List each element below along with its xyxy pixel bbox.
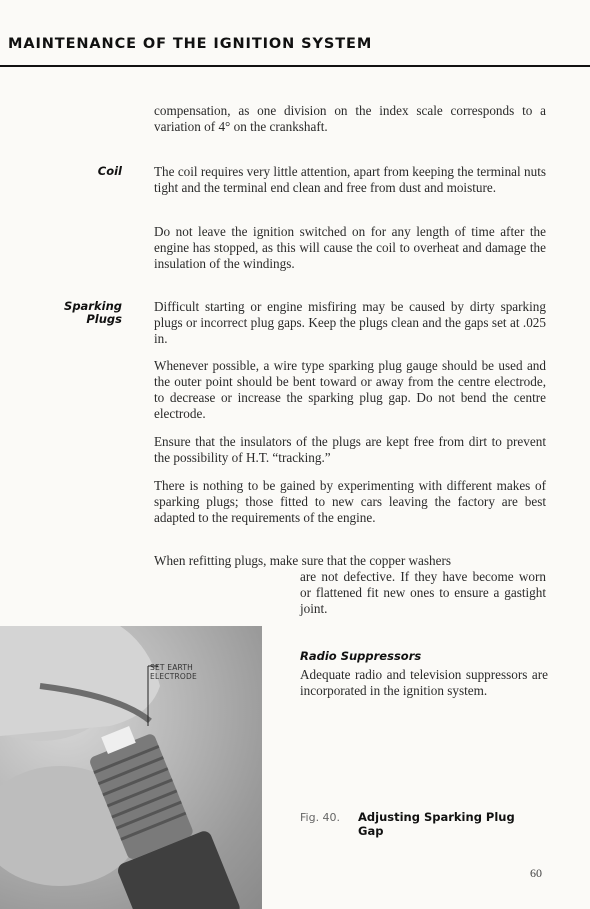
intro-paragraph: compensation, as one division on the index scale corresponds to a variation of 4° on the crankshaft.	[154, 103, 546, 135]
thumb-shape	[0, 626, 160, 736]
figure-caption: Adjusting Sparking Plug Gap	[358, 810, 515, 838]
plugs-paragraph-5-first-line: When refitting plugs, make sure that the copper washers	[154, 553, 451, 568]
radio-suppressors-paragraph: Adequate radio and television suppressors are incorporated in the ignition system.	[300, 667, 548, 699]
plugs-paragraph-5-rest: are not defective. If they have become worn or flattened fit new ones to ensure a gastight joint.	[300, 569, 546, 617]
page-number: 60	[530, 866, 542, 880]
coil-paragraph-1: The coil requires very little attention, apart from keeping the terminal nuts tight and the terminal end clean and free from dust and moisture.	[154, 164, 546, 196]
sparking-plugs-heading-line1: Sparking	[64, 299, 122, 313]
coil-paragraph-2: Do not leave the ignition switched on for any length of time after the engine has stopped, as this will cause the coil to overheat and damage the insulation of the windings.	[154, 224, 546, 272]
plugs-paragraph-5	[154, 553, 546, 617]
photo-label	[150, 663, 220, 681]
plugs-paragraph-1: Difficult starting or engine misfiring may be caused by dirty sparking plugs or incorrect plug gaps. Keep the plugs clean and the gaps set at .025 in.	[154, 299, 546, 347]
figure-number: Fig. 40.	[300, 811, 341, 824]
plugs-paragraph-2: Whenever possible, a wire type sparking plug gauge should be used and the outer point should be bent toward or away from the centre electrode, to decrease or increase the sparking plug gap. Do not bend the centre electrode.	[154, 358, 546, 422]
sparking-plug-photo	[0, 626, 262, 909]
sparking-plugs-heading	[26, 300, 122, 326]
page-header-title: MAINTENANCE OF THE IGNITION SYSTEM	[8, 36, 373, 52]
photo-label-line2: ELECTRODE	[150, 672, 197, 681]
plugs-paragraph-4: There is nothing to be gained by experimenting with different makes of sparking plugs; those fitted to new cars leaving the factory are best adapted to the requirements of the engine.	[154, 478, 546, 526]
sparking-plug-illustration	[0, 626, 262, 909]
radio-suppressors-heading: Radio Suppressors	[300, 649, 422, 663]
photo-label-line1: SET EARTH	[150, 663, 194, 672]
coil-heading: Coil	[97, 164, 122, 178]
header-divider	[0, 65, 590, 67]
plugs-paragraph-3: Ensure that the insulators of the plugs are kept free from dirt to prevent the possibility of H.T. “tracking.”	[154, 434, 546, 466]
sparking-plugs-heading-line2: Plugs	[86, 312, 122, 326]
